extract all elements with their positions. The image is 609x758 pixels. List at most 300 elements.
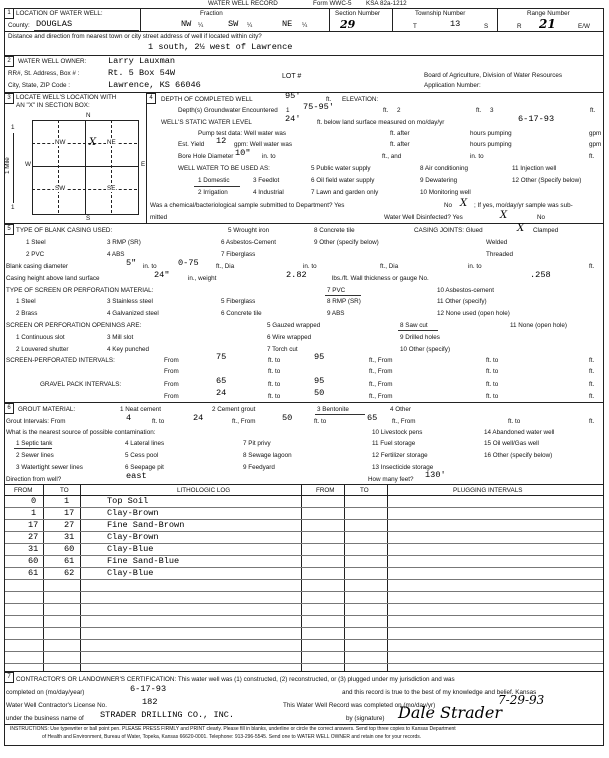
county-value[interactable]: DOUGLAS [36,19,73,29]
rule [4,92,604,93]
spi-row2-from2-label: ft., From [369,368,393,375]
groundwater-label: Depth(s) Groundwater Encountered [178,107,278,114]
spi-from-label: From [164,357,179,364]
casing-asbestos[interactable]: 6 Asbestos-Cement [221,239,276,246]
static-level-value[interactable]: 24' [285,114,301,124]
license-value[interactable]: 182 [142,697,158,707]
spi-from[interactable]: 75 [216,352,227,362]
quarter-3: ¼ [302,22,308,29]
divider [392,8,393,31]
gpi-row2-from2-label: ft., From [369,393,393,400]
use-domestic[interactable]: 1 Domestic [198,177,230,184]
section-5-number: 5 [4,224,14,235]
log-ruled-line [5,615,603,616]
form-title: WATER WELL RECORD [208,0,278,7]
grout-to-1[interactable]: 24 [193,413,204,423]
grout-to-2[interactable]: 65 [367,413,378,423]
range-label: Range Number [527,10,570,17]
fraction-label: Fraction [200,10,223,17]
screen-other[interactable]: 11 Other (specify) [437,298,487,305]
gpi-to-1[interactable]: 95 [314,376,325,386]
log-ruled-line [5,543,603,544]
township-label: Township Number [415,10,466,17]
section-number-value[interactable]: 29 [340,18,356,31]
locate-title-1: LOCATE WELL'S LOCATION WITH [16,94,117,101]
opening-wire[interactable]: 6 Wire wrapped [267,334,312,341]
lot-label: LOT # [282,73,302,80]
spi-to2-label: ft. to [486,357,499,364]
log-row-to[interactable]: 27 [64,520,75,530]
log-row-from[interactable]: 17 [28,520,39,530]
use-oilfield[interactable]: 6 Oil field water supply [311,177,375,184]
blank-casing-label: Blank casing diameter [6,263,68,270]
elevation-label: ELEVATION: [342,96,379,103]
chem-sample-no[interactable]: No [444,202,453,209]
disinfected-no[interactable]: No [537,214,546,221]
quarter-line [58,120,59,213]
log-ruled-line [5,663,603,664]
casing-joints-mark[interactable]: X [517,223,525,234]
mile-scale-line [13,133,14,203]
application-number-label: Application Number: [424,82,481,89]
grout-from-2[interactable]: 50 [282,413,293,423]
grout-from-3-label: ft., From [392,418,416,425]
divider [497,8,498,31]
location-title: LOCATION OF WATER WELL: [16,10,103,17]
contamination-label: What is the nearest source of possible contamination: [6,429,156,436]
opening-other[interactable]: 10 Other (specify) [400,346,451,353]
spi-row2-to-label: ft. to [268,368,281,375]
county-label: County: [8,22,30,29]
gravel-intervals-label: GRAVEL PACK INTERVALS: [40,381,122,388]
log-row-to[interactable]: 62 [64,568,75,578]
log-ruled-line [5,555,603,556]
contam-sewer[interactable]: 2 Sewer lines [16,452,54,459]
log-header-from-2: FROM [316,487,335,494]
groundwater-3-label: 3 [490,107,494,114]
table-column [387,484,388,671]
bore-ft-and: ft., and [382,153,402,160]
bore-value[interactable]: 10" [235,148,251,158]
location-mark[interactable]: X [89,137,97,148]
screen-galvanized[interactable]: 4 Galvanized steel [107,310,159,317]
section-box-midline [85,120,86,214]
contam-abandoned[interactable]: 14 Abandoned water well [484,429,555,436]
chem-sample-mark[interactable]: X [460,198,468,209]
log-ruled-line [5,603,603,604]
contam-other[interactable]: 16 Other (specify below) [484,452,553,459]
blank-casing-to[interactable]: 0-75 [178,258,199,268]
log-ruled-line [5,591,603,592]
section-4-number: 4 [146,93,156,104]
log-ruled-line [5,567,603,568]
screen-pvc[interactable]: 7 PVC [327,287,346,294]
log-ruled-line [5,579,603,580]
gpi-to-2[interactable]: 50 [314,388,325,398]
scale-tick-bottom: 1 [11,204,15,211]
rule [4,484,604,485]
chem-submitted: mitted [150,214,168,221]
township-value[interactable]: 13 [450,19,461,29]
opening-none[interactable]: 11 None (open hole) [510,322,567,329]
form-frame [4,8,604,746]
section-2-number: 2 [4,56,14,67]
use-irrigation[interactable]: 2 Irrigation [198,189,228,196]
casing-threaded[interactable]: Threaded [486,251,513,258]
grout-ft: ft. [589,418,595,425]
instructions-line-1: INSTRUCTIONS: Use typewriter or ball point pen. PLEASE PRESS FIRMLY and PRINT clearly. Please fill in blanks, underline or circle the correct answers. Send top three copies to Kansas Department [10,726,456,732]
divider [140,8,141,31]
contam-livestock[interactable]: 10 Livestock pens [372,429,423,436]
log-header-to-2: TO [360,487,369,494]
use-domestic-underline [194,186,240,187]
casing-height-label: Casing height above land surface [6,275,100,282]
howmany-value[interactable]: 130' [425,470,446,480]
spi-to-label: ft. to [268,357,281,364]
owner-label: WATER WELL OWNER: [18,58,87,65]
depth-value[interactable]: 95' [285,91,301,101]
log-row-from[interactable]: 27 [28,532,39,542]
blank-in-to-2: in. to [468,263,482,270]
groundwater-ft-3: ft. [590,107,596,114]
license-label: Water Well Contractor's License No. [6,702,107,709]
instructions-line-2: of Health and Environment, Bureau of Water, Topeka, Kansas 66620-0001. Telephone: 913-296-5545. Send one to WATER WELL OWNER and retain one for your records. [42,734,422,740]
contam-privy[interactable]: 7 Pit privy [243,440,271,447]
log-header-plugging: PLUGGING INTERVALS [453,487,523,494]
township-suffix: S [484,23,489,30]
south-label: S [86,215,91,222]
screen-concrete[interactable]: 6 Concrete tile [221,310,262,317]
casing-pvc[interactable]: 2 PVC [26,251,45,258]
use-lawn[interactable]: 7 Lawn and garden only [311,189,379,196]
opening-key[interactable]: 4 Key punched [107,346,150,353]
contam-oilgas[interactable]: 15 Oil well/Gas well [484,440,539,447]
certification-text: CONTRACTOR'S OR LANDOWNER'S CERTIFICATION: This water well was (1) constructed, (2) reconstructed, or (3) plugged under my jurisdiction and was [16,676,455,683]
bore-label: Bore Hole Diameter [178,153,234,160]
signature[interactable]: Dale Strader [398,703,502,722]
use-other[interactable]: 12 Other (Specify below) [512,177,582,184]
bore-in-to: in. to [262,153,276,160]
log-ruled-line [5,531,603,532]
direction-value[interactable]: east [126,471,147,481]
gpi-from-2[interactable]: 24 [216,388,227,398]
blank-in-to-1: in. to [303,263,317,270]
locate-title-2: AN "X" IN SECTION BOX: [16,102,90,109]
rule [4,495,604,496]
groundwater-ft-2: ft. [476,107,482,114]
chem-sample-label: Was a chemical/bacteriological sample submitted to Department? Yes [150,202,345,209]
fraction-2[interactable]: SW [228,19,239,29]
use-public[interactable]: 5 Public water supply [311,165,371,172]
bore-ft: ft. [589,153,595,160]
nw-label: NW [55,139,66,146]
section-7-number: 7 [4,672,14,683]
owner-value[interactable]: Larry Lauxman [108,56,176,66]
gpi-from2-label: ft., From [369,381,393,388]
screen-steel[interactable]: 1 Steel [16,298,36,305]
use-label: WELL WATER TO BE USED AS: [178,165,270,172]
grout-cement[interactable]: 2 Cement grout [212,406,256,413]
casing-wrought[interactable]: 5 Wrought iron [228,227,270,234]
use-monitoring[interactable]: 10 Monitoring well [420,189,471,196]
wall-thickness-value[interactable]: .258 [530,270,551,280]
log-ruled-line [5,639,603,640]
spi-row2-to2-label: ft. to [486,368,499,375]
log-row-desc[interactable]: Fine Sand-Blue [107,556,180,566]
casing-joints-label: CASING JOINTS: Glued [414,227,483,234]
north-label: N [86,112,91,119]
gpi-from-1[interactable]: 65 [216,376,227,386]
log-row-to[interactable]: 1 [64,496,70,506]
log-row-from[interactable]: 31 [28,544,39,554]
use-air[interactable]: 8 Air conditioning [420,165,468,172]
certification-text-2: and this record is true to the best of my knowledge and belief. Kansas [342,689,537,696]
log-ruled-line [5,651,603,652]
quarter-line [111,120,112,213]
yield-gpm-end: gpm [589,141,602,148]
ne-label: NE [107,139,116,146]
range-suffix: E/W [578,23,590,30]
grout-to-1-label: ft. to [152,418,165,425]
east-label: E [141,161,146,168]
rule [4,55,604,56]
spi-row2-from-label: From [164,368,179,375]
groundwater-1-label: 1 [286,107,290,114]
direction-label: Direction from well? [6,476,62,483]
contam-insecticide[interactable]: 13 Insecticide storage [372,464,434,471]
contam-feedyard[interactable]: 9 Feedyard [243,464,275,471]
contam-lateral[interactable]: 4 Lateral lines [125,440,165,447]
completed-date[interactable]: 6-17-93 [130,684,167,694]
groundwater-1-value[interactable]: 75-95' [303,102,334,112]
range-value[interactable]: 21 [539,17,556,31]
rule [4,223,604,224]
grout-intervals-label: Grout Intervals: From [6,418,66,425]
static-level-label: WELL'S STATIC WATER LEVEL [161,119,252,126]
grout-bentonite[interactable]: 3 Bentonite [317,406,349,413]
se-label: SE [107,185,116,192]
pump-test-label: Pump test data: Well water was [198,130,287,137]
groundwater-2-label: 2 [397,107,401,114]
rule [4,671,604,672]
gpi-row2-from-label: From [164,393,179,400]
opening-continuous[interactable]: 1 Continuous slot [16,334,65,341]
record-completed-date[interactable]: 7-29-93 [498,693,545,707]
quarter-line [32,189,137,190]
log-row-to[interactable]: 60 [64,544,75,554]
casing-concrete[interactable]: 8 Concrete tile [314,227,355,234]
log-ruled-line [5,507,603,508]
gpi-ft: ft. [589,381,595,388]
rule [4,724,604,725]
grout-to-2-label: ft. to [314,418,327,425]
business-label: under the business name of [6,715,84,722]
screen-fiberglass[interactable]: 5 Fiberglass [221,298,256,305]
yield-value[interactable]: 12 [216,136,227,146]
screen-abs[interactable]: 9 ABS [327,310,345,317]
log-row-from[interactable]: 1 [31,508,37,518]
address-value[interactable]: Rt. 5 Box 54W [108,68,176,78]
grout-bentonite-underline [315,414,365,415]
contam-cess[interactable]: 5 Cess pool [125,452,159,459]
blank-ft-dia: ft., Dia [216,263,235,270]
casing-height-value[interactable]: 24" [154,270,170,280]
log-row-to[interactable]: 61 [64,556,75,566]
log-row-desc[interactable]: Clay-Brown [107,508,159,518]
gpi-to2-label: ft. to [486,381,499,388]
signature-label: by (signature) [346,715,385,722]
log-row-desc[interactable]: Clay-Blue [107,568,154,578]
log-row-to[interactable]: 31 [64,532,75,542]
screen-rmp[interactable]: 8 RMP (SR) [327,298,361,305]
depth-ft: ft. [326,96,332,103]
casing-steel[interactable]: 1 Steel [26,239,46,246]
opening-louvered[interactable]: 2 Louvered shutter [16,346,69,353]
casing-other[interactable]: 9 Other (specify below) [314,239,379,246]
form-number: Form WWC-5 [313,0,352,7]
address-label: RR#, St. Address, Box # : [8,70,80,77]
opening-saw-cut[interactable]: 8 Saw cut [400,322,428,329]
use-feedlot[interactable]: 3 Feedlot [253,177,280,184]
log-row-to[interactable]: 17 [64,508,75,518]
quarter-1: ¼ [198,22,204,29]
grout-neat[interactable]: 1 Neat cement [120,406,161,413]
completed-label: completed on (mo/day/year) [6,689,85,696]
log-row-desc[interactable]: Top Soil [107,496,149,506]
log-header-lithologic: LITHOLOGIC LOG [177,487,231,494]
spi-row2-ft: ft. [589,368,595,375]
casing-weight-value[interactable]: 2.82 [286,270,307,280]
record-completed-label: This Water Well Record was completed on (mo/day/yr) [283,702,436,709]
distance-label: Distance and direction from nearest town or city street address of well if located within city? [8,33,262,40]
yield-label: Est. Yield [178,141,205,148]
openings-label: SCREEN OR PERFORATION OPENINGS ARE: [6,322,142,329]
gpi-row2-to2-label: ft. to [486,393,499,400]
distance-value[interactable]: 1 south, 2½ west of Lawrence [148,42,293,52]
wall-thickness-label: lbs./ft. Wall thickness or gauge No. [332,275,429,282]
quarter-line [32,143,137,144]
contam-lagoon[interactable]: 8 Sewage lagoon [243,452,292,459]
grout-from-2-label: ft., From [232,418,256,425]
opening-mill[interactable]: 3 Mill slot [107,334,134,341]
log-row-from[interactable]: 0 [31,496,37,506]
screen-stainless[interactable]: 3 Stainless steel [107,298,153,305]
log-row-from[interactable]: 61 [28,568,39,578]
table-column [344,484,345,671]
grout-from-1[interactable]: 4 [126,413,132,423]
grout-other[interactable]: 4 Other [390,406,411,413]
contam-fuel[interactable]: 11 Fuel storage [372,440,416,447]
table-column [80,484,81,671]
screen-intervals-label: SCREEN-PERFORATED INTERVALS: [6,357,115,364]
casing-abs[interactable]: 4 ABS [107,251,125,258]
log-row-desc[interactable]: Clay-Brown [107,532,159,542]
opening-drilled[interactable]: 9 Drilled holes [400,334,440,341]
scale-tick-top: 1 [11,124,15,131]
yield-hours: hours pumping [470,141,512,148]
casing-fiberglass[interactable]: 7 Fiberglass [221,251,256,258]
log-header-from: FROM [14,487,33,494]
contam-septic-underline [14,448,52,449]
grout-to-3-label: ft. to [508,418,521,425]
use-industrial[interactable]: 4 Industrial [253,189,284,196]
blank-casing-diameter[interactable]: 5" [126,258,137,268]
screen-none[interactable]: 12 None used (open hole) [437,310,510,317]
howmany-label: How many feet? [368,476,414,483]
rule [4,31,604,32]
contam-seepage[interactable]: 6 Seepage pit [125,464,164,471]
opening-torch[interactable]: 7 Torch cut [267,346,298,353]
use-dewatering[interactable]: 9 Dewatering [420,177,458,184]
gpi-row2-ft: ft. [589,393,595,400]
disinfected-label: Water Well Disinfected? Yes [384,214,463,221]
township-prefix: T [413,23,417,30]
contam-watertight[interactable]: 3 Watertight sewer lines [16,464,83,471]
spi-to[interactable]: 95 [314,352,325,362]
rule [4,402,604,403]
range-prefix: R [517,23,522,30]
screen-asbestos[interactable]: 10 Asbestos-cement [437,287,495,294]
log-row-desc[interactable]: Fine Sand-Brown [107,520,185,530]
casing-rmp[interactable]: 3 RMP (SR) [107,239,141,246]
screen-brass[interactable]: 2 Brass [16,310,38,317]
use-injection[interactable]: 11 Injection well [512,165,557,172]
spi-ft: ft. [589,357,595,364]
casing-label: TYPE OF BLANK CASING USED: [16,227,113,234]
sw-label: SW [55,185,66,192]
static-level-date[interactable]: 6-17-93 [518,114,555,124]
divider [329,8,330,31]
opening-saw-cut-underline [398,330,438,331]
pump-gpm: gpm [589,130,602,137]
casing-welded[interactable]: Welded [486,239,508,246]
mile-label: 1 Mile [4,157,11,174]
log-row-from[interactable]: 60 [28,556,39,566]
yield-after: ft. after [390,141,410,148]
chem-sample-ifyes: ; If yes, mo/day/yr sample was sub- [474,202,573,209]
quarter-2: ¼ [247,22,253,29]
log-ruled-line [5,627,603,628]
log-ruled-line [5,519,603,520]
blank-ft-end: ft. [589,263,595,270]
yield-gpm: gpm: Well water was [234,141,292,148]
table-column [43,484,44,671]
pump-hours: hours pumping [470,130,512,137]
contam-septic[interactable]: 1 Septic tank [16,440,53,447]
gpi-from-label: From [164,381,179,388]
section-6-number: 6 [4,403,14,414]
gpi-row2-to-label: ft. to [268,393,281,400]
fraction-3[interactable]: NE [282,19,293,29]
business-value[interactable]: STRADER DRILLING CO., INC. [100,710,235,720]
blank-ft-dia-2: ft., Dia [380,263,399,270]
depth-label: DEPTH OF COMPLETED WELL [161,96,253,103]
board-label: Board of Agriculture, Division of Water Resources [424,72,563,79]
disinfected-mark[interactable]: X [500,210,508,221]
casing-clamped[interactable]: Clamped [533,227,559,234]
ksa-reference: KSA 82a-1212 [366,0,407,7]
opening-gauzed[interactable]: 5 Gauzed wrapped [267,322,321,329]
city-value[interactable]: Lawrence, KS 66046 [108,80,201,90]
blank-casing-in: in. to [143,263,157,270]
contam-fertilizer[interactable]: 12 Fertilizer storage [372,452,428,459]
static-level-mid: ft. below land surface measured on mo/day/yr [317,119,445,126]
city-label: City, State, ZIP Code : [8,82,71,89]
fraction-1[interactable]: NW [181,19,192,29]
log-row-desc[interactable]: Clay-Blue [107,544,154,554]
divider [146,92,147,223]
log-header-to: TO [60,487,69,494]
